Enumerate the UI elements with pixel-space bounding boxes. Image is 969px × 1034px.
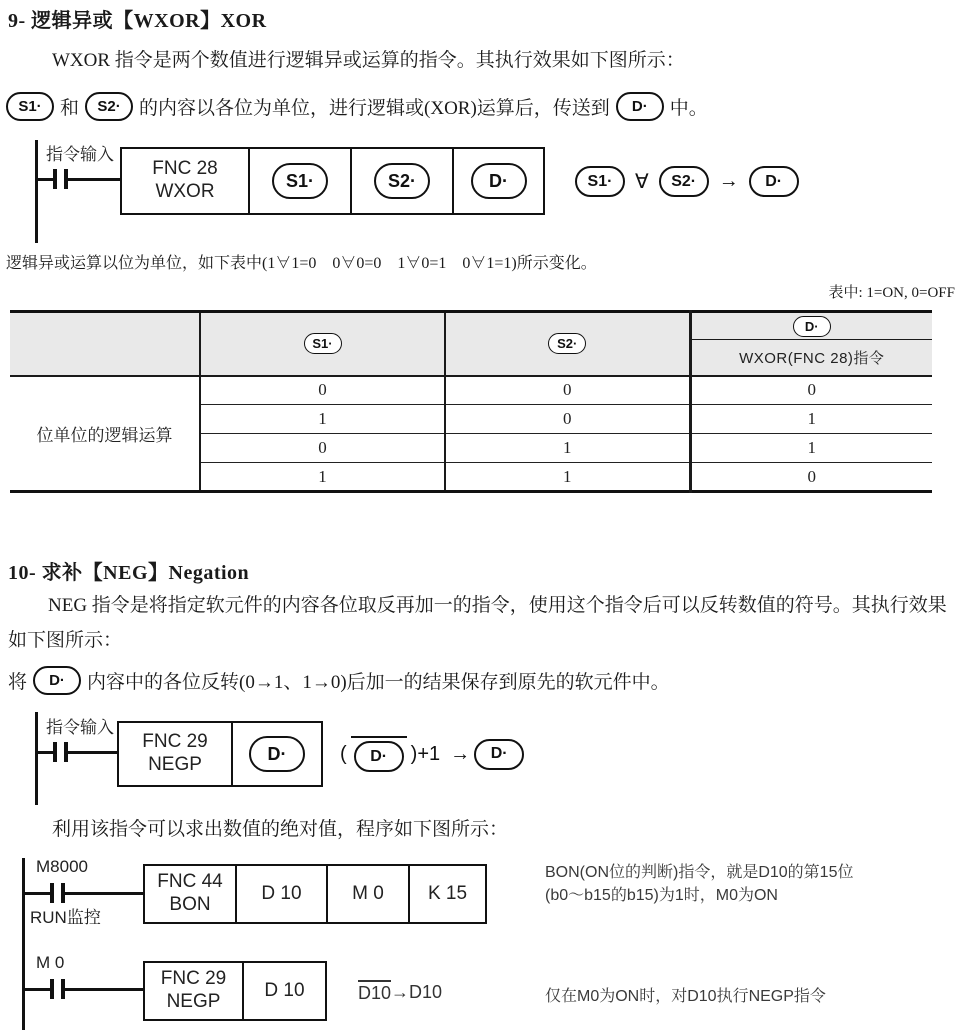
d-operand-pill: D· bbox=[749, 166, 799, 197]
instruction-input-label: 指令输入 bbox=[46, 145, 114, 164]
table-cell: 0 bbox=[445, 405, 690, 434]
operand-cell bbox=[352, 149, 454, 213]
contact-wire bbox=[67, 751, 117, 754]
s2-operand-pill: S2· bbox=[659, 166, 709, 197]
contact-wire bbox=[67, 178, 120, 181]
col-header-s2 bbox=[445, 312, 690, 376]
contact-bar bbox=[53, 169, 57, 189]
contact-wire bbox=[24, 892, 50, 895]
table-cell: 1 bbox=[690, 434, 932, 463]
fnc-mnemonic: BON bbox=[169, 894, 211, 915]
fnc-number: FNC 29 bbox=[142, 731, 208, 753]
table-cell: 1 bbox=[445, 463, 690, 492]
s2-operand-pill: S2· bbox=[374, 163, 430, 199]
section9-heading: 9- 逻辑异或【WXOR】XOR bbox=[8, 10, 267, 32]
contact-wire bbox=[37, 178, 53, 181]
neg-operand-line bbox=[8, 666, 670, 695]
run-monitor-label: RUN监控 bbox=[30, 908, 101, 927]
fnc-number: FNC 29 bbox=[160, 968, 227, 990]
ladder-left-rail bbox=[35, 712, 38, 805]
s2-operand-pill: S2· bbox=[85, 92, 133, 121]
operand-cell bbox=[233, 723, 321, 785]
fnc-mnemonic: NEGP bbox=[148, 754, 202, 775]
operand-cell bbox=[454, 149, 543, 213]
fnc-cell bbox=[122, 149, 250, 213]
contact-bar bbox=[50, 979, 54, 999]
table-caption: 表中: 1=ON, 0=OFF bbox=[828, 285, 955, 301]
section10-intro: NEG 指令是将指定软元件的内容各位取反再加一的指令，使用这个指令后可以反转数值的符号。其执行效果如下图所示： bbox=[8, 595, 947, 651]
arrow-symbol: → bbox=[718, 170, 739, 192]
d-operand-pill: D· bbox=[471, 163, 527, 199]
table-cell: 0 bbox=[690, 463, 932, 492]
section10-heading: 10- 求补【NEG】Negation bbox=[8, 562, 250, 584]
wxor-formula bbox=[575, 166, 799, 197]
neg-line-text: 内容中的各位反转(0→1、1→0)后加一的结果保存到原先的软元件中。 bbox=[87, 672, 670, 693]
negp-note: 仅在M0为ON时，对D10执行NEGP指令 bbox=[545, 988, 826, 1005]
contact-wire bbox=[64, 892, 143, 895]
xor-rules-line: 逻辑异或运算以位为单位，如下表中(1∀1=0 0∀0=0 1∀0=1 0∀1=1)所示变化。 bbox=[6, 255, 597, 272]
operand-line-text: 的内容以各位为单位，进行逻辑或(XOR)运算后，传送到 bbox=[139, 98, 610, 119]
contact-wire bbox=[24, 988, 50, 991]
fnc-number: FNC 28 bbox=[152, 158, 218, 180]
fnc-mnemonic: NEGP bbox=[166, 991, 221, 1012]
operand-cell: M 0 bbox=[328, 866, 410, 922]
contact-wire bbox=[37, 751, 53, 754]
ladder-left-rail bbox=[35, 140, 38, 243]
table-cell: 0 bbox=[200, 376, 445, 405]
d-operand-pill: D· bbox=[354, 741, 404, 772]
negp-result-formula bbox=[358, 980, 442, 1004]
col-header-d-sub: WXOR(FNC 28)指令 bbox=[690, 340, 932, 376]
instruction-input-label: 指令输入 bbox=[46, 718, 114, 737]
s2-operand-pill: S2· bbox=[548, 333, 586, 354]
operand-cell: D 10 bbox=[237, 866, 328, 922]
fnc-cell bbox=[119, 723, 233, 785]
d-operand-pill: D· bbox=[474, 739, 524, 770]
table-corner-cell bbox=[10, 312, 200, 376]
s1-operand-pill: S1· bbox=[272, 163, 328, 199]
bon-instruction-box bbox=[143, 864, 487, 924]
negp-instruction-box2 bbox=[143, 961, 327, 1021]
section9-operand-line bbox=[6, 92, 708, 121]
section9-intro: WXOR 指令是两个数值进行逻辑异或运算的指令。其执行效果如下图所示： bbox=[52, 50, 685, 71]
contact-bar bbox=[53, 742, 57, 762]
fnc-cell bbox=[145, 866, 237, 922]
absolute-value-line: 利用该指令可以求出数值的绝对值，程序如下图所示： bbox=[52, 819, 509, 840]
table-cell: 1 bbox=[200, 405, 445, 434]
table-cell: 1 bbox=[445, 434, 690, 463]
table-cell: 0 bbox=[200, 434, 445, 463]
xor-truth-table bbox=[10, 310, 932, 493]
inverted-d10-text: D10 bbox=[358, 980, 391, 1004]
contact-wire bbox=[64, 988, 143, 991]
operand-cell: K 15 bbox=[427, 882, 468, 904]
col-header-d bbox=[690, 312, 932, 340]
m0-contact-label: M 0 bbox=[36, 953, 65, 972]
wxor-instruction-box bbox=[120, 147, 545, 215]
arrow-symbol: → bbox=[450, 742, 471, 765]
neg-line-text: 将 bbox=[8, 672, 28, 693]
s1-operand-pill: S1· bbox=[6, 92, 54, 121]
open-paren: ( bbox=[340, 742, 347, 765]
inverted-d-operand bbox=[351, 736, 407, 772]
operand-line-text: 和 bbox=[60, 98, 80, 119]
table-row-label: 位单位的逻辑运算 bbox=[36, 425, 173, 445]
fnc-cell bbox=[145, 963, 244, 1019]
col-header-s1 bbox=[200, 312, 445, 376]
m8000-contact-label: M8000 bbox=[36, 857, 88, 876]
s1-operand-pill: S1· bbox=[304, 333, 342, 354]
operand-cell: D 10 bbox=[264, 979, 305, 1001]
table-cell: 1 bbox=[200, 463, 445, 492]
d-operand-pill: D· bbox=[616, 92, 664, 121]
operand-line-text: 中。 bbox=[669, 98, 708, 119]
contact-bar bbox=[50, 883, 54, 903]
bon-note-line2: (b0～b15的b15)为1时，M0为ON bbox=[545, 887, 778, 904]
bon-note bbox=[545, 861, 853, 907]
d-operand-pill: D· bbox=[249, 736, 305, 772]
program-left-rail bbox=[22, 858, 25, 1030]
table-cell: 0 bbox=[690, 376, 932, 405]
plus-one-text: )+1 bbox=[410, 742, 441, 765]
d-operand-pill: D· bbox=[33, 666, 81, 695]
table-cell: 1 bbox=[690, 405, 932, 434]
d-operand-pill: D· bbox=[793, 316, 831, 337]
table-cell: 0 bbox=[445, 376, 690, 405]
negp-formula bbox=[340, 736, 524, 772]
fnc-number: FNC 44 bbox=[157, 871, 223, 893]
bon-note-line1: BON(ON位的判断)指令，就是D10的第15位 bbox=[545, 864, 854, 881]
formula-rest-text: →D10 bbox=[391, 981, 443, 1002]
xor-symbol: ∀ bbox=[635, 171, 649, 193]
operand-cell bbox=[250, 149, 352, 213]
s1-operand-pill: S1· bbox=[575, 166, 625, 197]
fnc-mnemonic: WXOR bbox=[155, 181, 215, 202]
negp-instruction-box bbox=[117, 721, 323, 787]
